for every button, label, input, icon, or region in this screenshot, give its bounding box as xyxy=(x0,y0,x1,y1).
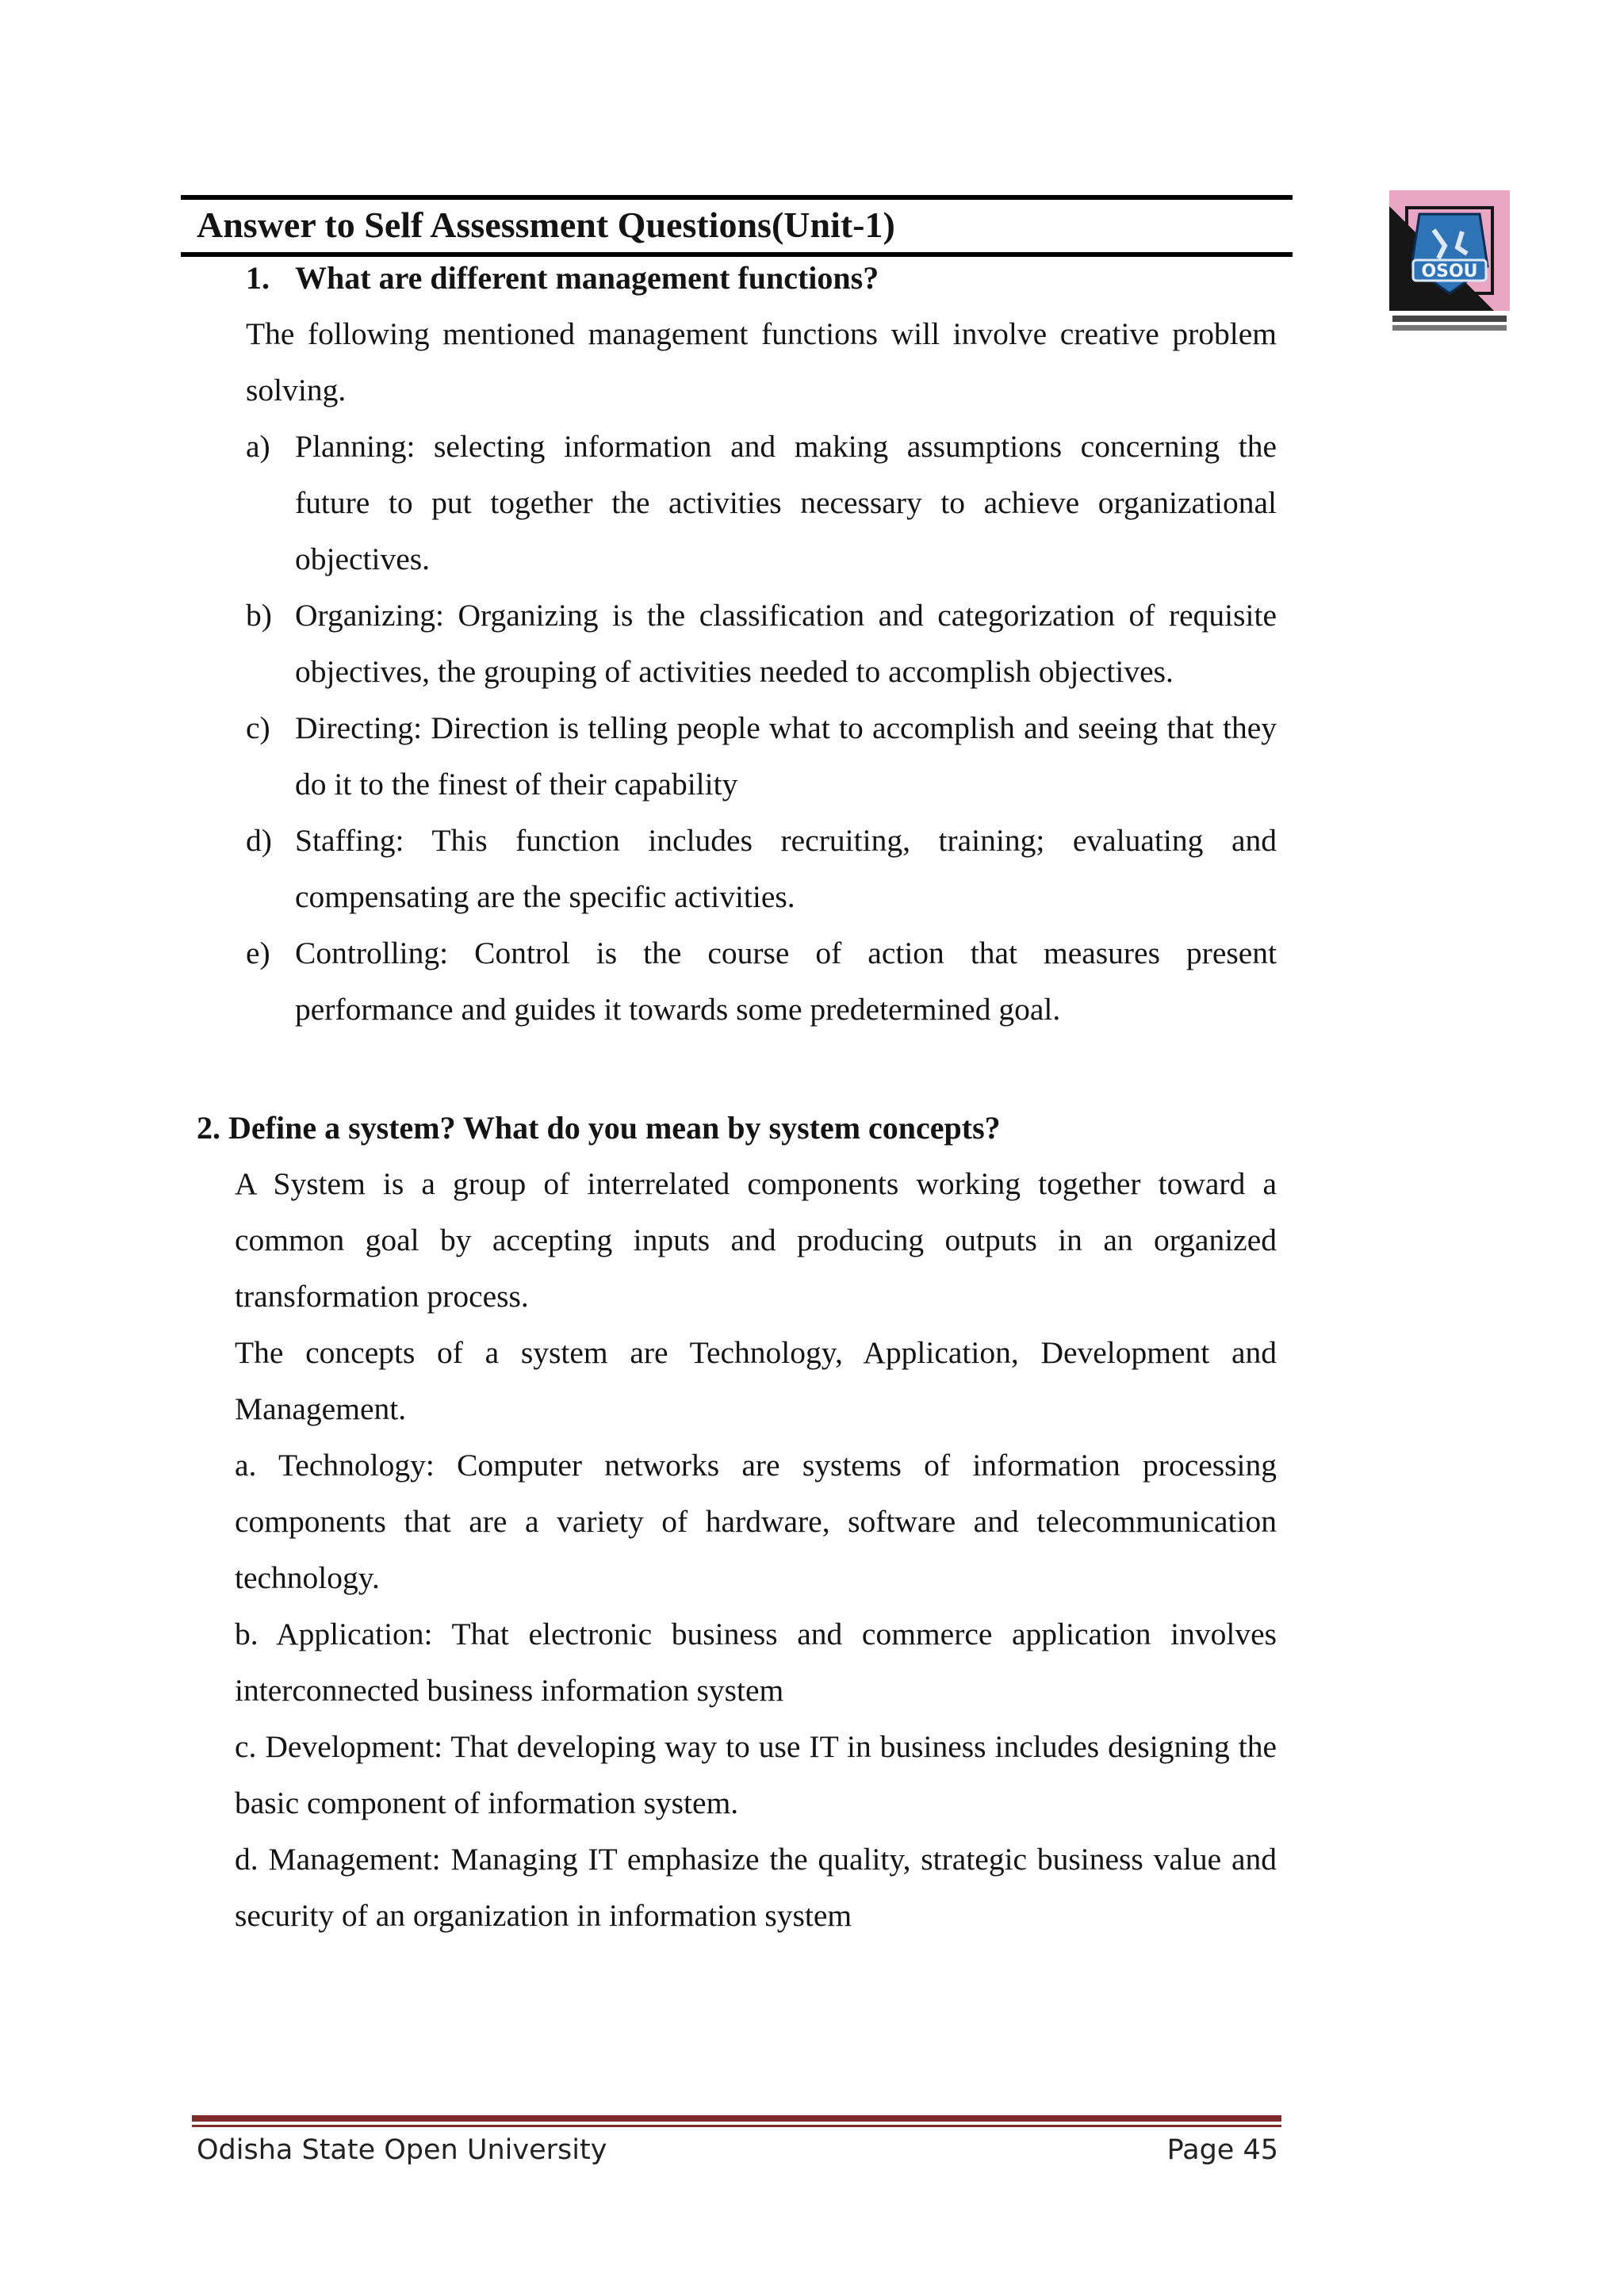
section-heading: Answer to Self Assessment Questions(Unit-1) xyxy=(197,205,895,245)
logo-emblem-icon xyxy=(1389,190,1510,336)
list-item-text: Planning: selecting information and making assumptions concerning the future to put together the activities necessary to achieve organizational objectives. xyxy=(295,429,1277,576)
answer-2-paragraph: b. Application: That electronic business and commerce application involves interconnected business information system xyxy=(235,1617,1277,1708)
footer-rule xyxy=(192,2115,1281,2122)
question-2: 2. Define a system? What do you mean by system concepts? xyxy=(197,1110,1001,1146)
svg-text:OSOU: OSOU xyxy=(1421,262,1478,281)
answer-2-paragraph: c. Development: That developing way to use IT in business includes designing the basic component of information system. xyxy=(235,1729,1277,1820)
footer-page-number: Page 45 xyxy=(1166,2134,1278,2166)
list-item xyxy=(246,700,1277,813)
list-marker: b) xyxy=(246,598,272,633)
list-marker: c) xyxy=(246,710,270,745)
list-item-text: Organizing: Organizing is the classification and categorization of requisite objectives, the grouping of activities needed to accomplish objectives. xyxy=(295,598,1277,689)
list-marker: e) xyxy=(246,936,270,970)
list-marker: a) xyxy=(246,429,270,464)
list-item xyxy=(246,419,1277,587)
osou-logo xyxy=(1389,190,1510,336)
list-item-text: Controlling: Control is the course of action that measures present performance and guides it towards some predetermined goal. xyxy=(295,936,1277,1027)
footer-university: Odisha State Open University xyxy=(197,2134,607,2166)
question-1 xyxy=(246,255,1277,301)
answer-1-body xyxy=(246,306,1277,1038)
footer-rule-thin xyxy=(192,2125,1281,2127)
answer-2-body xyxy=(235,1156,1277,1944)
list-item xyxy=(246,813,1277,925)
answer-2-paragraph: The concepts of a system are Technology, Application, Development and Management. xyxy=(235,1335,1277,1426)
list-item-text: Directing: Direction is telling people what to accomplish and seeing that they do it to the finest of their capability xyxy=(295,710,1277,802)
question-1-text: What are different management functions? xyxy=(295,260,879,296)
question-1-number: 1. xyxy=(246,260,270,296)
answer-2-paragraph: a. Technology: Computer networks are systems of information processing components that are a variety of hardware, software and telecommunication technology. xyxy=(235,1448,1277,1595)
list-item-text: Staffing: This function includes recruiting, training; evaluating and compensating are the specific activities. xyxy=(295,823,1277,914)
answer-2-paragraph: A System is a group of interrelated components working together toward a common goal by accepting inputs and producing outputs in an organized transformation process. xyxy=(235,1166,1277,1314)
list-item xyxy=(246,925,1277,1038)
answer-1-intro: The following mentioned management functions will involve creative problem solving. xyxy=(246,316,1277,408)
list-item xyxy=(246,587,1277,700)
answer-2-paragraph: d. Management: Managing IT emphasize the quality, strategic business value and security of an organization in information system xyxy=(235,1842,1277,1933)
list-marker: d) xyxy=(246,823,272,858)
